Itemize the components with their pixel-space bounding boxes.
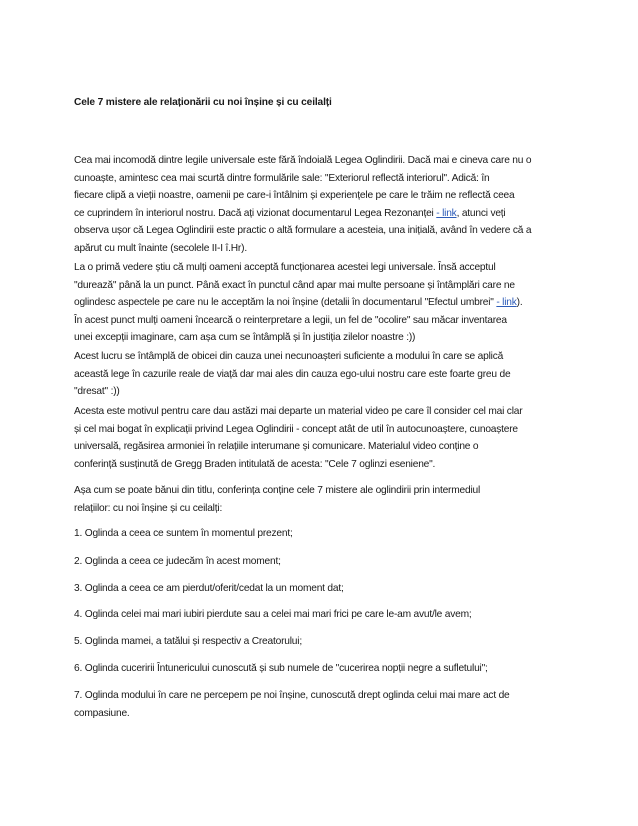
text-segment: ). xyxy=(516,297,523,309)
list-item: 4. Oglinda celei mai mari iubiri pierdute sau a celei mai mari frici pe care le-am avut/le avem; xyxy=(74,609,472,620)
text-line: această lege în cazurile reale de viață dar mai ales din cauza ego-ului nostru care este foarte greu de xyxy=(74,368,511,380)
intro-list-paragraph xyxy=(74,482,568,517)
text-line: La o primă vedere știu că mulți oameni acceptă funcționarea acestei legi universale. Însă acceptul xyxy=(74,262,496,273)
list-item: 6. Oglinda cuceririi Întunericului cunoscută și sub numele de "cucerirea nopții negre a sufletului"; xyxy=(74,663,488,674)
intro-paragraph xyxy=(74,152,568,258)
text-line: fiecare clipă a vieții noastre, oamenii pe care-i întâlnim și experiențele pe care le trăim ne reflectă ceea xyxy=(74,190,515,202)
list-item: 2. Oglinda a ceea ce judecăm în acest moment; xyxy=(74,556,281,567)
text-segment: oglindesc aspectele pe care nu le acceptăm la noi înșine (detalii în documentarul "Efectul umbrei" xyxy=(74,297,497,309)
text-line: compasiune. xyxy=(74,707,130,719)
text-line: 7. Oglinda modului în care ne percepem pe noi înșine, cunoscută drept oglinda celui mai mare act de xyxy=(74,690,510,701)
text-line: Acesta este motivul pentru care dau astăzi mai departe un material video pe care îl consider cel mai clar xyxy=(74,406,523,417)
list-item: 5. Oglinda mamei, a tatălui și respectiv a Creatorului; xyxy=(74,636,302,647)
document-title: Cele 7 mistere ale relaționării cu noi înșine și cu ceilalți xyxy=(74,97,332,108)
text-line xyxy=(74,294,568,312)
text-line: Așa cum se poate bănui din titlu, conferința conține cele 7 mistere ale oglindirii prin intermediul xyxy=(74,485,481,496)
list-item: 1. Oglinda a ceea ce suntem în momentul prezent; xyxy=(74,528,293,539)
text-line: Acest lucru se întâmplă de obicei din cauza unei necunoașteri suficiente a modului în care se aplică xyxy=(74,351,504,362)
text-line: și cel mai bogat în explicații privind Legea Oglindirii - concept atât de util în autocunoaștere, cunoaștere xyxy=(74,423,518,435)
text-line: unei excepții imaginare, cam așa cum se întâmplă și în justiția zilelor noastre :)) xyxy=(74,332,416,344)
text-line: cunoaște, amintesc cea mai scurtă dintre formulările sale: "Exteriorul reflectă interiorul". Adică: în xyxy=(74,172,490,184)
acceptance-paragraph xyxy=(74,259,568,347)
text-line: apărut cu mult înainte (secolele II-I î.Hr). xyxy=(74,242,247,254)
text-line: relațiilor: cu noi înșine și cu ceilalți: xyxy=(74,502,223,514)
text-line: Cea mai incomodă dintre legile universale este fără îndoială Legea Oglindirii. Dacă mai e cineva care nu o xyxy=(74,155,532,166)
efectul-umbrei-link[interactable]: - link xyxy=(496,297,517,309)
text-segment: ce cuprindem în interiorul nostru. Dacă ați vizionat documentarul Legea Rezonanței xyxy=(74,207,437,219)
text-line: În acest punct mulți oameni încearcă o reinterpretare a legii, un fel de "ocolire" sau măcar inventarea xyxy=(74,314,507,326)
list-item: 3. Oglinda a ceea ce am pierdut/oferit/cedat la un moment dat; xyxy=(74,583,344,594)
text-line xyxy=(74,205,568,223)
list-item xyxy=(74,687,568,722)
video-paragraph xyxy=(74,403,568,473)
text-line: observa ușor că Legea Oglindirii este practic o altă formulare a acesteia, una inițială, având în vedere că a xyxy=(74,225,532,237)
text-line: "dresat" :)) xyxy=(74,386,120,398)
ego-paragraph xyxy=(74,348,568,401)
text-segment: , atunci veți xyxy=(456,207,506,219)
text-line: universală, regăsirea armoniei în relațiile interumane și comunicare. Materialul video conține o xyxy=(74,441,479,453)
text-line: conferință susținută de Gregg Braden intitulată de acesta: "Cele 7 oglinzi eseniene". xyxy=(74,458,436,470)
legea-rezonantei-link[interactable]: - link xyxy=(436,207,457,219)
text-line: "durează" până la un punct. Până exact în punctul când apar mai multe persoane și întâmplări care ne xyxy=(74,279,515,291)
